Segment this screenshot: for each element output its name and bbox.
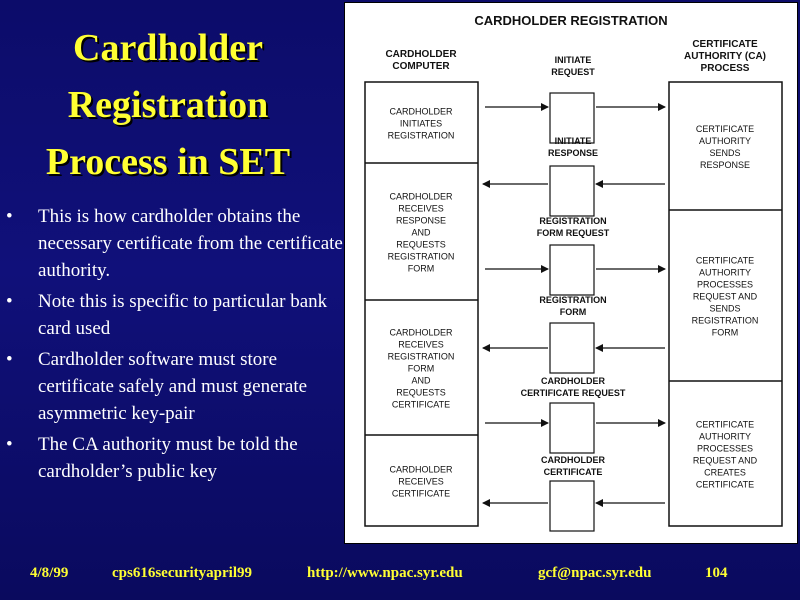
cardholder-step: INITIATES: [399, 118, 443, 129]
ca-step: REQUEST AND: [692, 455, 758, 466]
title-line: Registration: [67, 84, 269, 126]
bullet-glyph: •: [6, 206, 13, 227]
cardholder-step: REGISTRATION: [387, 251, 455, 262]
cardholder-step: FORM: [407, 363, 435, 374]
right-column-header: CERTIFICATE: [692, 39, 758, 50]
ca-step: CERTIFICATE: [695, 255, 755, 266]
registration-diagram: [345, 3, 797, 543]
cardholder-column: [365, 82, 478, 526]
ca-step: CERTIFICATE: [695, 124, 755, 134]
bullet-item: [0, 431, 350, 485]
ca-step: PROCESSES: [696, 443, 754, 454]
bullet-glyph: •: [6, 434, 13, 455]
diagram-panel: [344, 2, 798, 544]
cardholder-step: AND: [411, 227, 431, 238]
bullet-text: Note this is specific to particular bank card used: [38, 291, 328, 339]
cardholder-step: RECEIVES: [398, 476, 444, 487]
message-label: CARDHOLDER: [541, 376, 605, 386]
bullet-item: [0, 346, 350, 427]
message-label: FORM: [559, 307, 587, 317]
bullet-list: [0, 203, 350, 489]
ca-step: AUTHORITY: [698, 136, 752, 146]
cardholder-step: CARDHOLDER: [389, 106, 453, 117]
ca-step: CREATES: [704, 467, 746, 478]
cardholder-step: REQUESTS: [396, 239, 446, 250]
cardholder-step: RESPONSE: [395, 215, 447, 226]
cardholder-step: CARDHOLDER: [389, 191, 453, 202]
ca-step: RESPONSE: [699, 160, 751, 170]
message-label: FORM REQUEST: [536, 228, 610, 238]
bullet-glyph: •: [6, 349, 13, 370]
message-document-icon: [550, 245, 594, 295]
bullet-glyph: •: [6, 291, 13, 312]
message-label: INITIATE: [554, 55, 592, 65]
message-document-icon: [550, 323, 594, 373]
ca-step: FORM: [711, 327, 739, 338]
cardholder-step: REGISTRATION: [387, 351, 455, 362]
ca-step: CERTIFICATE: [695, 419, 755, 430]
cardholder-step: AND: [411, 375, 431, 386]
cardholder-step: CARDHOLDER: [389, 327, 453, 338]
bullet-item: [0, 288, 350, 342]
cardholder-step: CERTIFICATE: [391, 399, 451, 410]
cardholder-step: REGISTRATION: [387, 130, 455, 141]
diagram-title: CARDHOLDER REGISTRATION: [474, 13, 668, 28]
footer-url: http://www.npac.syr.edu: [307, 565, 463, 581]
ca-step: CERTIFICATE: [695, 479, 755, 490]
message-document-icon: [550, 481, 594, 531]
cardholder-step: FORM: [407, 263, 435, 274]
right-column-header: PROCESS: [700, 63, 750, 74]
message-label: REGISTRATION: [539, 216, 607, 226]
right-column-header: AUTHORITY (CA): [683, 51, 767, 62]
message-label: CERTIFICATE: [543, 467, 603, 477]
left-column-header: COMPUTER: [392, 61, 450, 72]
footer-date: 4/8/99: [30, 565, 69, 581]
ca-step: AUTHORITY: [698, 267, 752, 278]
message-document-icon: [550, 403, 594, 453]
cardholder-step: RECEIVES: [398, 339, 444, 350]
message-label: REQUEST: [551, 67, 595, 77]
message-label: RESPONSE: [547, 148, 599, 158]
message-document-icon: [550, 166, 594, 216]
bullet-item: [0, 203, 350, 284]
ca-step: PROCESSES: [696, 279, 754, 290]
ca-step: SENDS: [709, 303, 741, 314]
bullet-text: The CA authority must be told the cardholder’s public key: [38, 434, 298, 482]
ca-step: REGISTRATION: [691, 315, 759, 326]
footer-filename: cps616securityapril99: [112, 565, 252, 581]
title-line: Cardholder: [73, 27, 263, 69]
cardholder-step: RECEIVES: [398, 203, 444, 214]
message-label: CERTIFICATE REQUEST: [520, 388, 626, 398]
message-label: INITIATE: [554, 136, 592, 146]
left-column-header: CARDHOLDER: [385, 49, 457, 60]
bullet-text: This is how cardholder obtains the necessary certificate from the certificate authority.: [38, 206, 343, 281]
message-label: REGISTRATION: [539, 295, 607, 305]
cardholder-step: CARDHOLDER: [389, 464, 453, 475]
ca-step: SENDS: [709, 148, 741, 158]
slide-title: [0, 20, 336, 191]
page-number: 104: [705, 565, 728, 581]
footer-email: gcf@npac.syr.edu: [538, 565, 652, 581]
cardholder-step: REQUESTS: [396, 387, 446, 398]
bullet-text: Cardholder software must store certificate safely and must generate asymmetric key-pair: [38, 349, 308, 424]
ca-step: REQUEST AND: [692, 291, 758, 302]
ca-step: AUTHORITY: [698, 431, 752, 442]
message-label: CARDHOLDER: [541, 455, 605, 465]
title-line: Process in SET: [45, 141, 291, 183]
cardholder-step: CERTIFICATE: [391, 488, 451, 499]
